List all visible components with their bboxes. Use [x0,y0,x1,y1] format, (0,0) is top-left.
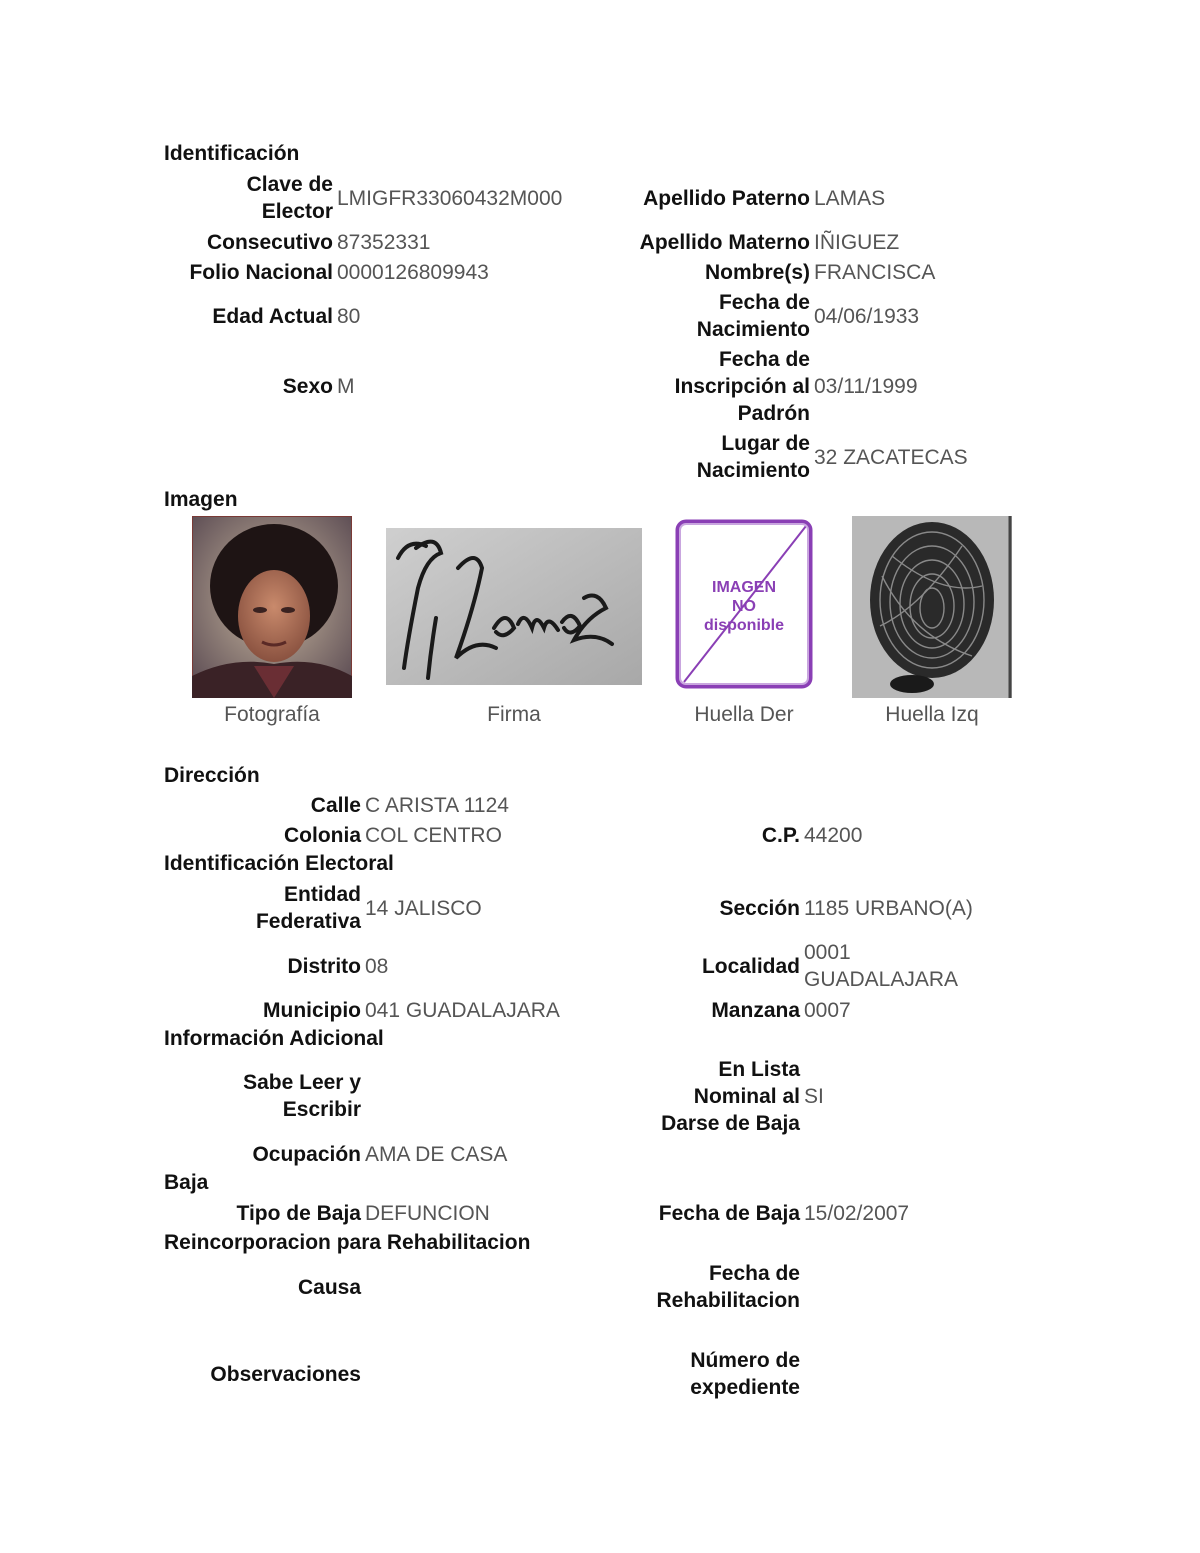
lista-nominal-value: SI [804,1084,824,1108]
folio-nacional-value: 0000126809943 [337,261,489,284]
lista-nominal-label: En Lista Nominal al Darse de Baja [661,1057,800,1135]
apellido-paterno-label: Apellido Paterno [643,186,810,210]
section-heading-electoral: Identificación Electoral [164,852,394,875]
sabe-leer-label: Sabe Leer y Escribir [243,1071,361,1121]
firma-caption: Firma [487,703,541,726]
entidad-federativa-label: Entidad Federativa [255,883,361,933]
nombre-value: FRANCISCA [814,261,936,284]
causa-label: Causa [297,1275,361,1299]
calle-label: Calle [310,794,361,817]
section-heading-reincorporacion: Reincorporacion para Rehabilitacion [164,1231,531,1254]
apellido-materno-label: Apellido Materno [639,231,810,254]
section-heading-adicional: Información Adicional [164,1027,384,1050]
ocupacion-value: AMA DE CASA [365,1143,508,1166]
fecha-inscripcion-label: Fecha de Inscripción al Padrón [674,348,810,425]
clave-elector-label: Clave de Elector [246,173,333,223]
section-heading-direccion: Dirección [164,764,260,787]
calle-value: C ARISTA 1124 [365,794,509,817]
clave-elector-value: LMIGFR33060432M000 [337,186,563,210]
edad-actual-value: 80 [337,304,361,328]
tipo-baja-label: Tipo de Baja [236,1202,361,1225]
distrito-label: Distrito [287,954,361,978]
fecha-nacimiento-label: Fecha de Nacimiento [696,291,810,341]
fecha-baja-value: 15/02/2007 [804,1202,910,1225]
manzana-value: 0007 [804,999,851,1022]
huella-der-caption: Huella Der [694,703,794,726]
huella-izq-image [852,516,1012,698]
no-image-line-3: disponible [704,617,784,634]
localidad-label: Localidad [701,954,800,978]
folio-nacional-label: Folio Nacional [189,261,333,284]
tipo-baja-value: DEFUNCION [365,1202,490,1225]
consecutivo-value: 87352331 [337,231,431,254]
distrito-value: 08 [365,954,389,978]
firma-image [386,528,642,685]
manzana-label: Manzana [711,999,800,1022]
cp-value: 44200 [804,824,863,847]
fecha-inscripcion-value: 03/11/1999 [814,375,918,398]
section-heading-imagen: Imagen [164,488,238,511]
nombre-label: Nombre(s) [704,261,810,284]
fecha-rehabilitacion-label: Fecha de Rehabilitacion [656,1262,800,1312]
no-image-line-2: NO [732,598,756,615]
edad-actual-label: Edad Actual [212,304,333,328]
consecutivo-label: Consecutivo [206,231,333,254]
section-heading-baja: Baja [164,1171,209,1194]
seccion-value: 1185 URBANO(A) [804,896,973,920]
municipio-value: 041 GUADALAJARA [365,999,560,1022]
localidad-value: 0001 GUADALAJARA [804,941,959,991]
apellido-paterno-value: LAMAS [814,186,886,210]
lugar-nacimiento-label: Lugar de Nacimiento [696,432,810,482]
no-image-line-1: IMAGEN [712,579,776,596]
colonia-value: COL CENTRO [365,824,502,847]
seccion-label: Sección [719,896,800,920]
apellido-materno-value: IÑIGUEZ [814,231,900,254]
ocupacion-label: Ocupación [252,1143,361,1166]
imagen-no-disponible-text [674,578,814,635]
colonia-label: Colonia [284,824,361,847]
fotografia-caption: Fotografía [224,703,320,726]
sexo-label: Sexo [282,375,333,398]
entidad-federativa-value: 14 JALISCO [365,896,482,920]
observaciones-label: Observaciones [210,1362,361,1386]
fecha-baja-label: Fecha de Baja [658,1202,800,1225]
huella-izq-caption: Huella Izq [885,703,979,726]
lugar-nacimiento-value: 32 ZACATECAS [814,445,968,469]
section-heading-identificacion: Identificación [164,142,300,165]
sexo-value: M [337,375,355,398]
fecha-nacimiento-value: 04/06/1933 [814,304,920,328]
cp-label: C.P. [761,824,800,847]
fotografia-image [192,516,352,698]
numero-expediente-label: Número de expediente [690,1349,800,1399]
municipio-label: Municipio [263,999,361,1022]
